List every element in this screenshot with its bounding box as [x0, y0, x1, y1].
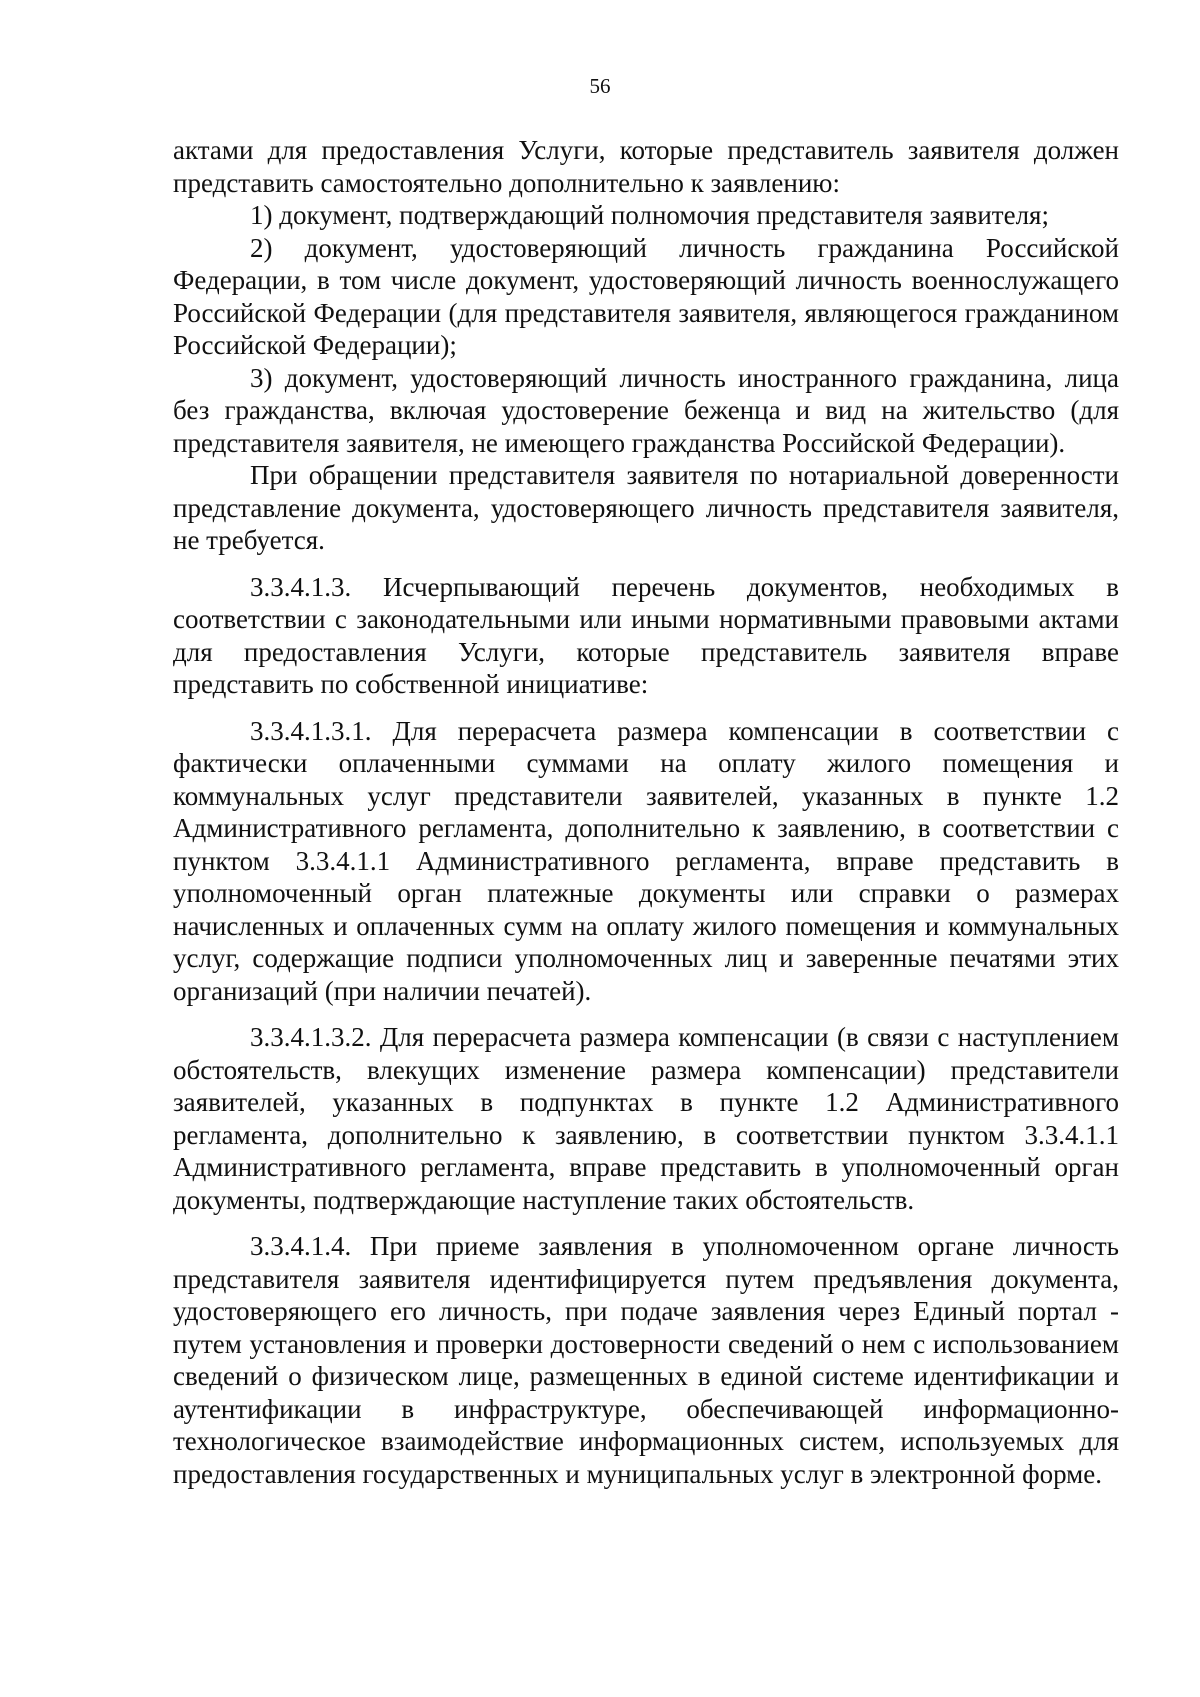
clause-3-3-4-1-3: 3.3.4.1.3. Исчерпывающий перечень документов, необходимых в соответствии с законодательными или иными нормативными правовыми актами для предоставления Услуги, которые представитель заявителя вправе представить по собственной инициативе:	[173, 571, 1119, 699]
document-body	[173, 134, 1119, 1490]
paragraph-continuation: актами для предоставления Услуги, которые представитель заявителя должен представить самостоятельно дополнительно к заявлению:	[173, 135, 1119, 198]
list-item-2: 2) документ, удостоверяющий личность гражданина Российской Федерации, в том числе документ, удостоверяющий личность военнослужащего Российской Федерации (для представителя заявителя, являющегося гражданином Российской Федерации);	[173, 232, 1119, 360]
clause-3-3-4-1-3-2: 3.3.4.1.3.2. Для перерасчета размера компенсации (в связи с наступлением обстоятельств, влекущих изменение размера компенсации) представители заявителей, указанных в подпунктах в пункте 1.2 Административного регламента, дополнительно к заявлению, в соответствии пунктом 3.3.4.1.1 Административного регламента, вправе представить в уполномоченный орган документы, подтверждающие наступление таких обстоятельств.	[173, 1022, 1119, 1215]
clause-3-3-4-1-3-1: 3.3.4.1.3.1. Для перерасчета размера компенсации в соответствии с фактически оплаченными суммами на оплату жилого помещения и коммунальных услуг представители заявителей, указанных в пункте 1.2 Административного регламента, дополнительно к заявлению, в соответствии с пунктом 3.3.4.1.1 Административного регламента, вправе представить в уполномоченный орган платежные документы или справки о размерах начисленных и оплаченных сумм на оплату жилого помещения и коммунальных услуг, содержащие подписи уполномоченных лиц и заверенные печатями этих организаций (при наличии печатей).	[173, 715, 1119, 1006]
clause-3-3-4-1-4: 3.3.4.1.4. При приеме заявления в уполномоченном органе личность представителя заявителя идентифицируется путем предъявления документа, удостоверяющего его личность, при подаче заявления через Единый портал - путем установления и проверки достоверности сведений о нем с использованием сведений о физическом лице, размещенных в единой системе идентификации и аутентификации в инфраструктуре, обеспечивающей информационно-технологическое взаимодействие информационных систем, используемых для предоставления государственных и муниципальных услуг в электронной форме.	[173, 1231, 1119, 1489]
list-item-1: 1) документ, подтверждающий полномочия представителя заявителя;	[250, 200, 1049, 230]
list-item-3: 3) документ, удостоверяющий личность иностранного гражданина, лица без гражданства, включая удостоверение беженца и вид на жительство (для представителя заявителя, не имеющего гражданства Российской Федерации).	[173, 362, 1119, 458]
page-number: 56	[589, 74, 611, 98]
paragraph-notary: При обращении представителя заявителя по нотариальной доверенности представление документа, удостоверяющего личность представителя заявителя, не требуется.	[173, 460, 1119, 555]
